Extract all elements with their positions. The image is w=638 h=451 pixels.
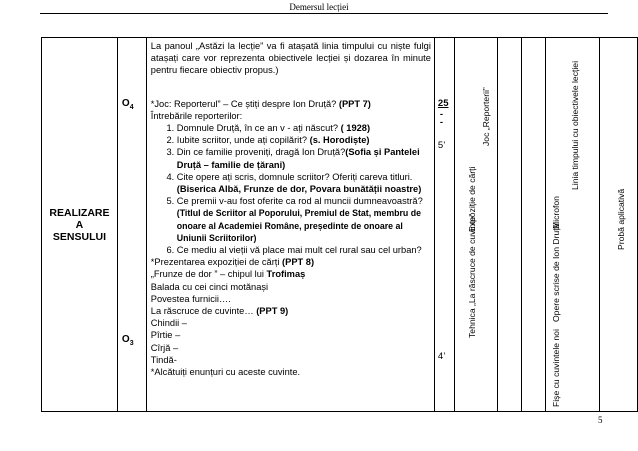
cards-label: Fișe cu cuvintele noi [551, 329, 562, 407]
final-task: *Alcătuiți enunțuri cu aceste cuvinte. [150, 367, 301, 378]
evaluation-label: Probă aplicativă [616, 188, 627, 250]
word-item: Chindii – [150, 318, 187, 329]
questions-intro: Întrebările reporterilor: [150, 110, 243, 121]
time-4: 4’ [437, 351, 446, 362]
microphone-label: Microfon [551, 196, 562, 229]
game-label: Joc „Reporterii” [480, 87, 491, 146]
reporter-questions [151, 122, 431, 256]
stage-cell [42, 38, 118, 412]
empty-cell [522, 38, 546, 412]
resources-cell [546, 38, 600, 412]
book-1: „Frunze de dor ” – chipul lui Trofimaș [150, 269, 306, 280]
stage-line-3: SENSULUI [52, 230, 106, 243]
book-3: Povestea furnicii…. [150, 293, 231, 304]
crossroads-line: La răscruce de cuvinte… (PPT 9) [150, 306, 289, 317]
stage-line-1: REALIZARE [49, 206, 110, 219]
timeline-label: Linia timpului cu obiectivele lecției [570, 61, 581, 190]
objectives-cell [117, 38, 146, 412]
time-25: 25 [437, 98, 449, 109]
page-number: 5 [598, 415, 603, 425]
question-item: 2. Iubite scriitor, unde ați copilărit? (s. Horodiște) [177, 134, 431, 146]
objective-o4: $O_4$ [121, 98, 134, 111]
technique-label: Tehnica „La răscruce de cuvinte” [466, 213, 477, 338]
activity-content-cell [146, 38, 434, 412]
question-item: 6. Ce mediu al vieții vă place mai mult cel rural sau cel urban? [177, 244, 431, 256]
header-rule [40, 13, 608, 14]
word-item: Tindă- [150, 354, 177, 365]
objective-o3: $O_3$ [121, 334, 134, 347]
time-5: 5’ [437, 140, 446, 151]
timeline-intro: La panoul „Astăzi la lecție” va fi atașată linia timpului cu niște fulgi atașați care vor reprezenta obiectivele lecției și dozarea în minute pentru fiecare obiectiv propus.) [150, 41, 431, 76]
word-item: Pîrtie – [150, 330, 181, 341]
works-label: Opere scrise de Ion Druță [551, 223, 562, 322]
time-dash: - [439, 117, 444, 128]
question-item: 1. Domnule Druță, în ce an v - ați născut? ( 1928) [177, 122, 431, 134]
book-2: Balada cu cei cinci motănași [150, 281, 269, 292]
expo-label: Expoziție de cărți [466, 166, 477, 232]
question-item: 4. Cite opere ați scris, domnule scriitor? Oferiți careva titluri. (Biserica Albă, Frunze de dor, Povara bunătății noastre) [177, 171, 431, 195]
document-header: Demersul lecției [289, 2, 349, 12]
question-item: 5. Ce premii v-au fost oferite ca rod al muncii dumneavoastră? (Titlul de Scriitor al Poporului, Premiul de Stat, membru de onoare al Academiei Române, președinte de onoare al Uniunii Scriitorilor) [177, 195, 431, 244]
empty-cell [497, 38, 522, 412]
methods-cell [454, 38, 497, 412]
lesson-plan-table [41, 37, 638, 412]
time-cell [434, 38, 454, 412]
time-dash: - [439, 109, 444, 120]
stage-line-2: A [75, 218, 84, 231]
evaluation-cell [600, 38, 638, 412]
game-title: *Joc: Reporterul” – Ce știți despre Ion Druță? (PPT 7) [150, 98, 371, 109]
word-item: Cîrjă – [150, 342, 179, 353]
expo-line: *Prezentarea expoziției de cărți (PPT 8) [150, 257, 315, 268]
question-item: 3. Din ce familie proveniți, dragă Ion Druță?(Sofia și Pantelei Druță – familie de țărani) [177, 146, 431, 170]
